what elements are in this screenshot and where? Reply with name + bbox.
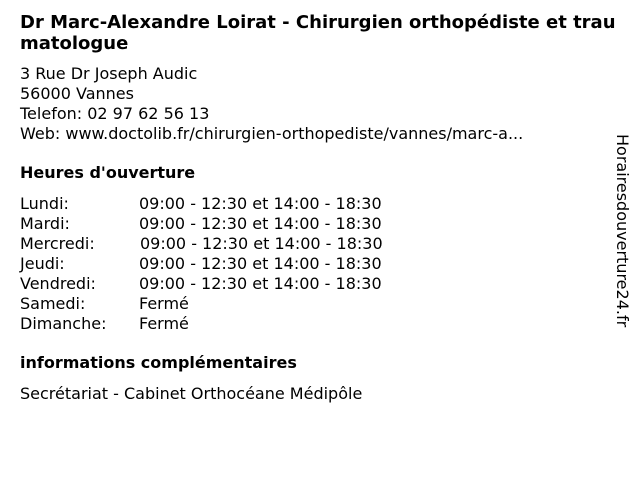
website-url: Web: www.doctolib.fr/chirurgien-orthopediste/vannes/marc-a... bbox=[20, 124, 524, 143]
phone-number: Telefon: 02 97 62 56 13 bbox=[20, 104, 210, 123]
additional-info-text: Secrétariat - Cabinet Orthocéane Médipôle bbox=[20, 384, 363, 403]
day-label: Dimanche: bbox=[20, 314, 107, 333]
additional-info-heading: informations complémentaires bbox=[20, 353, 297, 372]
street-address: 3 Rue Dr Joseph Audic bbox=[20, 64, 198, 83]
hours-value: Fermé bbox=[139, 294, 189, 313]
day-label: Samedi: bbox=[20, 294, 86, 313]
day-label: Mardi: bbox=[20, 214, 70, 233]
day-label: Lundi: bbox=[20, 194, 69, 213]
hours-value: 09:00 - 12:30 et 14:00 - 18:30 bbox=[139, 214, 382, 233]
hours-value: Fermé bbox=[139, 314, 189, 333]
opening-hours-heading: Heures d'ouverture bbox=[20, 163, 196, 182]
day-label: Mercredi: bbox=[20, 234, 95, 253]
hours-value: 09:00 - 12:30 et 14:00 - 18:30 bbox=[140, 234, 383, 253]
page-title: Dr Marc-Alexandre Loirat - Chirurgien orthopédiste et traumatologue bbox=[20, 12, 616, 54]
watermark-text: Horairesdouverture24.fr bbox=[613, 134, 632, 328]
address-block bbox=[20, 64, 523, 144]
hours-value: 09:00 - 12:30 et 14:00 - 18:30 bbox=[139, 274, 382, 293]
day-label: Vendredi: bbox=[20, 274, 96, 293]
site-watermark bbox=[612, 134, 632, 370]
hours-value: 09:00 - 12:30 et 14:00 - 18:30 bbox=[139, 194, 382, 213]
city: 56000 Vannes bbox=[20, 84, 134, 103]
hours-value: 09:00 - 12:30 et 14:00 - 18:30 bbox=[139, 254, 382, 273]
day-label: Jeudi: bbox=[20, 254, 65, 273]
